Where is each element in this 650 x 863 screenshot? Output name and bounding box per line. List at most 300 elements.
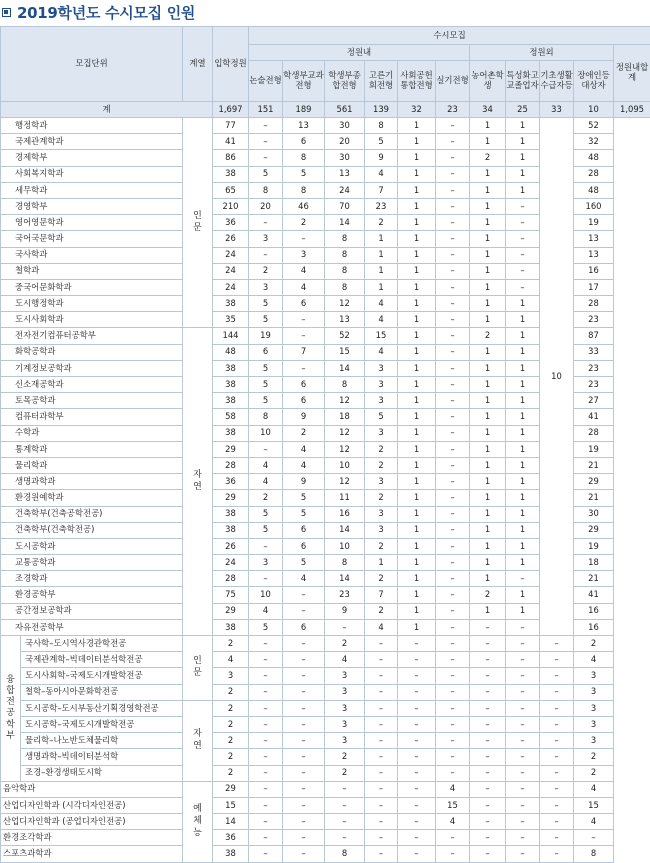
category-cell: 예 체 능 — [183, 781, 213, 862]
cell-value: 1 — [470, 490, 506, 506]
cell-value: 210 — [213, 198, 249, 214]
cell-value: 1 — [470, 474, 506, 490]
cell-value: 12 — [325, 296, 365, 312]
cell-value: 3 — [574, 733, 614, 749]
header-col-4: 사회공헌통합전형 — [398, 61, 436, 102]
cell-value: – — [436, 846, 470, 862]
cell-value: 8 — [325, 846, 365, 862]
table-row — [1, 797, 650, 813]
cell-value: – — [398, 652, 436, 668]
cell-value: 4 — [365, 296, 398, 312]
cell-value: 30 — [325, 118, 365, 134]
cell-value: – — [436, 328, 470, 344]
cell-value: – — [436, 457, 470, 473]
cell-value: 3 — [365, 522, 398, 538]
cell-value: 24 — [213, 279, 249, 295]
cell-value: 2 — [365, 603, 398, 619]
cell-value: 9 — [325, 603, 365, 619]
cell-value: 13 — [574, 231, 614, 247]
cell-value: 3 — [574, 668, 614, 684]
cell-value: 3 — [365, 377, 398, 393]
unit-name: 경영학부 — [1, 198, 183, 214]
cell-value: – — [398, 700, 436, 716]
cell-value: 1 — [506, 441, 540, 457]
cell-value: 58 — [213, 409, 249, 425]
cell-value: 36 — [213, 830, 249, 846]
cell-value: 12 — [325, 425, 365, 441]
unit-name: 신소재공학과 — [1, 377, 183, 393]
cell-value: 3 — [365, 360, 398, 376]
cell-value: – — [398, 765, 436, 781]
cell-value: 1 — [506, 296, 540, 312]
cell-value: – — [470, 814, 506, 830]
cell-value: – — [283, 716, 325, 732]
cell-value: 2 — [213, 749, 249, 765]
cell-value: – — [249, 733, 283, 749]
cell-value: 1 — [506, 328, 540, 344]
cell-value: – — [436, 360, 470, 376]
unit-name: 건축학부(건축공학전공) — [1, 506, 183, 522]
unit-name: 건축학부(건축학전공) — [1, 522, 183, 538]
cell-value: – — [506, 846, 540, 862]
total-value: 151 — [249, 102, 283, 118]
cell-value: – — [365, 781, 398, 797]
cell-value: 1 — [398, 134, 436, 150]
unit-name: 영어영문학과 — [1, 215, 183, 231]
cell-value: 4 — [283, 457, 325, 473]
cell-value: 19 — [249, 328, 283, 344]
cell-value: 3 — [213, 668, 249, 684]
unit-name: 조경–환경생태도시학 — [21, 765, 183, 781]
cell-value: 1 — [506, 555, 540, 571]
cell-value: 1 — [398, 247, 436, 263]
cell-value: 4 — [283, 263, 325, 279]
unit-name: 수학과 — [1, 425, 183, 441]
unit-name: 생명과학과 — [1, 474, 183, 490]
cell-value: 11 — [325, 490, 365, 506]
cell-value: 48 — [574, 182, 614, 198]
table-row — [1, 733, 650, 749]
cell-value: 7 — [365, 587, 398, 603]
cell-value: – — [470, 733, 506, 749]
cell-value: 21 — [574, 457, 614, 473]
cell-value: 30 — [574, 506, 614, 522]
cell-value: 3 — [325, 684, 365, 700]
cell-value: 33 — [574, 344, 614, 360]
cell-value: – — [436, 134, 470, 150]
unit-name: 물리학–나노반도체물리학 — [21, 733, 183, 749]
admission-table — [0, 26, 650, 863]
cell-value: 1 — [398, 182, 436, 198]
table-row — [1, 700, 650, 716]
cell-value: 5 — [283, 490, 325, 506]
cell-value: – — [365, 830, 398, 846]
cell-value: – — [436, 749, 470, 765]
cell-value: – — [540, 765, 574, 781]
cell-value: 38 — [213, 619, 249, 635]
cell-value: 1 — [506, 490, 540, 506]
cell-value: 1 — [398, 312, 436, 328]
cell-value: 1 — [470, 571, 506, 587]
header-col-9: 장애인등대상자 — [574, 61, 614, 102]
cell-value: – — [436, 490, 470, 506]
cell-value: 3 — [249, 279, 283, 295]
cell-value: 29 — [213, 490, 249, 506]
cell-value: 1 — [470, 263, 506, 279]
cell-value: – — [506, 247, 540, 263]
cell-value: – — [365, 700, 398, 716]
cell-value: 8 — [325, 247, 365, 263]
unit-name: 중국어문화학과 — [1, 279, 183, 295]
cell-value: – — [365, 797, 398, 813]
cell-value: 5 — [249, 619, 283, 635]
cell-value: 46 — [283, 198, 325, 214]
cell-value: – — [249, 830, 283, 846]
cell-value: 2 — [283, 215, 325, 231]
unit-name: 철학과 — [1, 263, 183, 279]
cell-value: 1 — [506, 425, 540, 441]
cell-value: 9 — [365, 150, 398, 166]
cell-value: 8 — [325, 263, 365, 279]
cell-value: – — [249, 150, 283, 166]
cell-value: – — [283, 312, 325, 328]
cell-value: 1 — [470, 312, 506, 328]
cell-value: – — [249, 134, 283, 150]
cell-value: 8 — [325, 279, 365, 295]
cell-value: 2 — [574, 636, 614, 652]
cell-value: 2 — [365, 457, 398, 473]
cell-value: 1 — [470, 198, 506, 214]
cell-value: 8 — [283, 182, 325, 198]
cell-value: – — [398, 716, 436, 732]
cell-value: 48 — [574, 150, 614, 166]
cell-value: – — [249, 441, 283, 457]
cell-value: – — [436, 652, 470, 668]
unit-name: 조경학과 — [1, 571, 183, 587]
header-col-0: 논술전형 — [249, 61, 283, 102]
cell-value: – — [436, 587, 470, 603]
cell-value: – — [506, 198, 540, 214]
cell-value: – — [398, 749, 436, 765]
cell-value: – — [540, 668, 574, 684]
cell-value: 2 — [213, 684, 249, 700]
cell-value: – — [470, 684, 506, 700]
unit-name: 컴퓨터과학부 — [1, 409, 183, 425]
cell-value: 5 — [365, 409, 398, 425]
cell-value: 5 — [249, 166, 283, 182]
cell-value: 24 — [213, 263, 249, 279]
unit-name: 물리학과 — [1, 457, 183, 473]
cell-value: 3 — [325, 668, 365, 684]
cell-value: 2 — [325, 749, 365, 765]
cell-value: 6 — [283, 134, 325, 150]
cell-value: 1 — [398, 344, 436, 360]
total-value: 23 — [436, 102, 470, 118]
cell-value: 1 — [506, 603, 540, 619]
cell-value: 1 — [506, 134, 540, 150]
header-col-2: 학생부종합전형 — [325, 61, 365, 102]
cell-value: – — [470, 797, 506, 813]
cell-value: 1 — [398, 393, 436, 409]
cell-value: 28 — [213, 571, 249, 587]
cell-value: 1 — [398, 441, 436, 457]
table-row — [1, 636, 650, 652]
cell-value: – — [283, 765, 325, 781]
cell-value: 1 — [470, 296, 506, 312]
cell-value: 18 — [574, 555, 614, 571]
cell-value: 6 — [283, 538, 325, 554]
cell-value: – — [436, 441, 470, 457]
cell-value: – — [540, 749, 574, 765]
cell-value: 3 — [325, 700, 365, 716]
cell-value: – — [436, 393, 470, 409]
cell-value: – — [249, 636, 283, 652]
cell-value: 1 — [398, 296, 436, 312]
cell-value: 29 — [213, 781, 249, 797]
cell-value: 2 — [574, 765, 614, 781]
cell-value: 1 — [506, 474, 540, 490]
cell-value: 7 — [283, 344, 325, 360]
cell-value: – — [436, 619, 470, 635]
cell-value: 1 — [398, 538, 436, 554]
cell-value: – — [398, 846, 436, 862]
cell-value: 8 — [574, 846, 614, 862]
cell-value: – — [436, 312, 470, 328]
cell-value: 1 — [470, 344, 506, 360]
cell-value: – — [506, 797, 540, 813]
cell-value: – — [283, 749, 325, 765]
cell-value: – — [283, 781, 325, 797]
cell-value: 38 — [213, 522, 249, 538]
cell-value: 9 — [283, 409, 325, 425]
cell-value: – — [365, 733, 398, 749]
cell-value: – — [436, 377, 470, 393]
cell-value: 1 — [398, 587, 436, 603]
cell-value: 4 — [574, 652, 614, 668]
cell-value: 14 — [213, 814, 249, 830]
cell-value: 1 — [506, 312, 540, 328]
cell-value: 48 — [213, 344, 249, 360]
cell-value: 1 — [470, 522, 506, 538]
cell-value: 36 — [213, 215, 249, 231]
cell-value: 2 — [213, 733, 249, 749]
cell-value: 29 — [574, 522, 614, 538]
category-cell: 자 연 — [183, 328, 213, 636]
cell-value: – — [436, 198, 470, 214]
cell-value: 3 — [365, 393, 398, 409]
total-value: 139 — [365, 102, 398, 118]
cell-value: 5 — [249, 296, 283, 312]
cell-value: 1 — [398, 603, 436, 619]
cell-value: 38 — [213, 166, 249, 182]
cell-value: 2 — [325, 765, 365, 781]
cell-value: 16 — [574, 619, 614, 635]
cell-value: – — [540, 636, 574, 652]
cell-value: – — [540, 830, 574, 846]
cell-value: 52 — [325, 328, 365, 344]
cell-value: 24 — [213, 555, 249, 571]
cell-value: – — [325, 830, 365, 846]
total-value: 561 — [325, 102, 365, 118]
cell-value: – — [436, 603, 470, 619]
cell-value: – — [283, 797, 325, 813]
cell-value: 144 — [213, 328, 249, 344]
cell-value: 5 — [249, 522, 283, 538]
cell-value: – — [365, 684, 398, 700]
cell-value: – — [365, 846, 398, 862]
table-row — [1, 652, 650, 668]
cell-value: 23 — [365, 198, 398, 214]
cell-value: 1 — [470, 377, 506, 393]
cell-value: 3 — [365, 425, 398, 441]
cell-value: 23 — [325, 587, 365, 603]
cell-value: – — [365, 814, 398, 830]
cell-value: 12 — [325, 441, 365, 457]
cell-value: 7 — [365, 182, 398, 198]
cell-value: 2 — [470, 587, 506, 603]
total-value: 33 — [540, 102, 574, 118]
cell-value: 65 — [213, 182, 249, 198]
cell-value: 1 — [470, 231, 506, 247]
cell-value: 1 — [398, 425, 436, 441]
cell-value: 2 — [213, 700, 249, 716]
cell-value: 13 — [574, 247, 614, 263]
cell-value: 29 — [574, 474, 614, 490]
total-value: 25 — [506, 102, 540, 118]
cell-value: – — [470, 749, 506, 765]
unit-name: 국사학–도시역사경관학전공 — [21, 636, 183, 652]
cell-value: 38 — [213, 846, 249, 862]
cell-value: – — [470, 652, 506, 668]
cell-value: 8 — [249, 409, 283, 425]
cell-value: – — [436, 684, 470, 700]
cell-value: 52 — [574, 118, 614, 134]
table-row — [1, 684, 650, 700]
cell-value: 19 — [574, 538, 614, 554]
cell-value: 16 — [574, 263, 614, 279]
cell-value: 2 — [249, 490, 283, 506]
cell-value: – — [398, 814, 436, 830]
cell-value: – — [436, 247, 470, 263]
cell-value: – — [436, 279, 470, 295]
cell-value: 1 — [506, 150, 540, 166]
cell-value: 1 — [365, 231, 398, 247]
cell-value: 15 — [436, 797, 470, 813]
cell-value: 12 — [325, 474, 365, 490]
cell-value: 23 — [574, 312, 614, 328]
unit-name: 도시행정학과 — [1, 296, 183, 312]
cell-value: 3 — [574, 700, 614, 716]
cell-value: – — [283, 700, 325, 716]
unit-name: 화학공학과 — [1, 344, 183, 360]
cell-value: 1 — [398, 215, 436, 231]
cell-value: 1 — [398, 409, 436, 425]
cell-value: – — [506, 781, 540, 797]
cell-value: – — [283, 846, 325, 862]
cell-value: 1 — [398, 619, 436, 635]
cell-value: 26 — [213, 538, 249, 554]
cell-value: – — [506, 830, 540, 846]
cell-value: – — [470, 846, 506, 862]
total-value: 1,095 — [614, 102, 650, 118]
cell-value: 4 — [283, 571, 325, 587]
cell-value: – — [470, 765, 506, 781]
unit-name: 사회복지학과 — [1, 166, 183, 182]
cell-value: 77 — [213, 118, 249, 134]
cell-value: 3 — [365, 506, 398, 522]
cell-value: – — [506, 215, 540, 231]
cell-value: 2 — [213, 765, 249, 781]
cell-value: 1 — [398, 490, 436, 506]
cell-value: 1 — [470, 555, 506, 571]
cell-value: – — [283, 231, 325, 247]
total-value: 10 — [574, 102, 614, 118]
cell-value: 9 — [283, 474, 325, 490]
cell-value: – — [283, 814, 325, 830]
cell-value: 10 — [249, 425, 283, 441]
cell-value: – — [249, 814, 283, 830]
cell-value: 5 — [283, 166, 325, 182]
cell-value: 1 — [398, 150, 436, 166]
cell-value: – — [398, 733, 436, 749]
unit-name: 전자전기컴퓨터공학부 — [1, 328, 183, 344]
cell-value: 16 — [574, 603, 614, 619]
cell-value: 1 — [365, 263, 398, 279]
cell-value: 5 — [283, 555, 325, 571]
table-row — [1, 781, 650, 797]
header-col-8: 기초생활수급자등 — [540, 61, 574, 102]
cell-value: – — [540, 797, 574, 813]
cell-value: – — [540, 700, 574, 716]
cell-value: – — [283, 360, 325, 376]
cell-value: 10 — [325, 457, 365, 473]
cell-value: 2 — [365, 441, 398, 457]
cell-value: 32 — [574, 134, 614, 150]
cell-value: 1 — [506, 182, 540, 198]
cell-value: 2 — [365, 538, 398, 554]
cell-value: – — [506, 749, 540, 765]
cell-value: – — [436, 830, 470, 846]
unit-name: 산업디자인학과 (시각디자인전공) — [1, 797, 183, 813]
unit-name: 도시공학과 — [1, 538, 183, 554]
cell-value: – — [506, 733, 540, 749]
cell-value: 3 — [574, 684, 614, 700]
cell-value: 38 — [213, 360, 249, 376]
cell-value: 15 — [574, 797, 614, 813]
cell-value: 41 — [574, 587, 614, 603]
cell-value: 4 — [365, 312, 398, 328]
total-row — [1, 102, 650, 118]
cell-value: 4 — [574, 781, 614, 797]
header-col-7: 특성화고교졸업자 — [506, 61, 540, 102]
cell-value: – — [436, 733, 470, 749]
cell-value: 1 — [470, 118, 506, 134]
cell-value: 1 — [470, 409, 506, 425]
cell-value: – — [283, 603, 325, 619]
cell-value: 3 — [249, 231, 283, 247]
cell-value: – — [540, 846, 574, 862]
unit-name: 환경원예학과 — [1, 490, 183, 506]
unit-name: 도시공학–도시부동산기획경영학전공 — [21, 700, 183, 716]
header-admission-quota: 입학정원 — [213, 27, 249, 102]
cell-value: – — [365, 636, 398, 652]
cell-value: 1 — [470, 441, 506, 457]
cell-value: 2 — [365, 490, 398, 506]
cell-value: – — [436, 538, 470, 554]
cell-value: – — [506, 814, 540, 830]
cell-value: 8 — [325, 231, 365, 247]
cell-value: 70 — [325, 198, 365, 214]
